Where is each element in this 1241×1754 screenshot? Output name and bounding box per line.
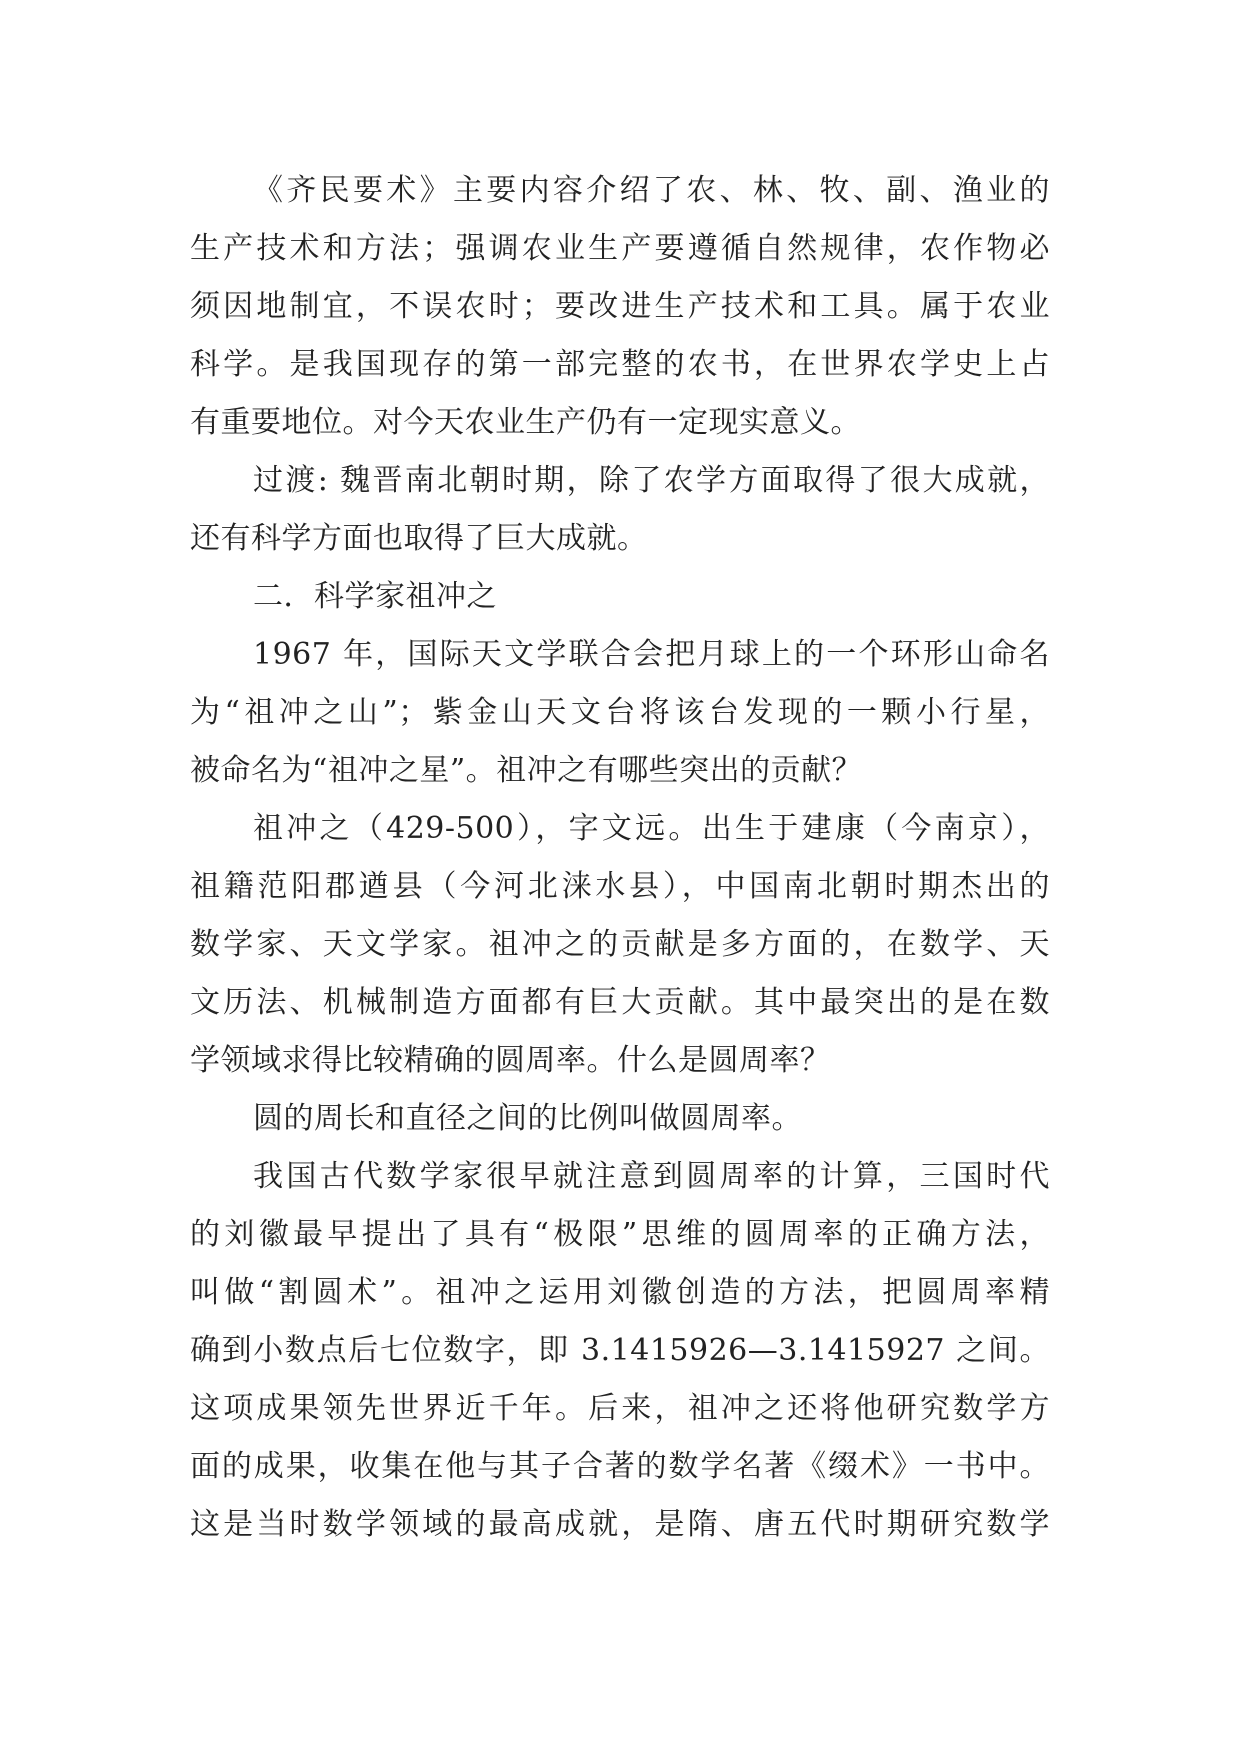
paragraph-pi-definition xyxy=(190,1090,1050,1148)
text-line: 被命名为“祖冲之星”。祖冲之有哪些突出的贡献？ xyxy=(190,753,863,788)
heading-text: 二．科学家祖冲之 xyxy=(253,579,497,614)
text-line: 须因地制宜，不误农时；要改进生产技术和工具。属于农业 xyxy=(190,289,1050,324)
paragraph-pi-history xyxy=(190,1148,1050,1554)
text-line: 《齐民要术》主要内容介绍了农、林、牧、副、渔业的 xyxy=(253,173,1050,208)
text-line: 学领域求得比较精确的圆周率。什么是圆周率？ xyxy=(190,1043,831,1078)
text-line: 的刘徽最早提出了具有“极限”思维的圆周率的正确方法， xyxy=(190,1217,1050,1252)
text-line: 还有科学方面也取得了巨大成就。 xyxy=(190,521,648,556)
text-line: 祖冲之（429-500），字文远。出生于建康（今南京）， xyxy=(253,811,1050,846)
text-line: 确到小数点后七位数字，即 3.1415926—3.1415927 之间。 xyxy=(190,1333,1050,1368)
paragraph-transition xyxy=(190,452,1050,568)
text-line: 我国古代数学家很早就注意到圆周率的计算，三国时代 xyxy=(253,1159,1050,1194)
text-line: 这是当时数学领域的最高成就，是隋、唐五代时期研究数学 xyxy=(190,1507,1050,1542)
text-line: 生产技术和方法；强调农业生产要遵循自然规律，农作物必 xyxy=(190,231,1050,266)
text-line: 有重要地位。对今天农业生产仍有一定现实意义。 xyxy=(190,405,861,440)
paragraph-qimin-yaoshu xyxy=(190,162,1050,452)
text-line: 过渡: 魏晋南北朝时期，除了农学方面取得了很大成就， xyxy=(253,463,1050,498)
text-line: 叫做“割圆术”。祖冲之运用刘徽创造的方法，把圆周率精 xyxy=(190,1275,1050,1310)
text-line: 面的成果，收集在他与其子合著的数学名著《缀术》一书中。 xyxy=(190,1449,1050,1484)
section-heading xyxy=(190,568,1050,626)
text-line: 科学。是我国现存的第一部完整的农书，在世界农学史上占 xyxy=(190,347,1050,382)
text-line: 为“祖冲之山”；紫金山天文台将该台发现的一颗小行星， xyxy=(190,695,1050,730)
text-line: 文历法、机械制造方面都有巨大贡献。其中最突出的是在数 xyxy=(190,985,1050,1020)
text-line: 祖籍范阳郡遒县（今河北涞水县），中国南北朝时期杰出的 xyxy=(190,869,1050,904)
document-body xyxy=(190,162,1050,1554)
paragraph-zu-chongzhi-bio xyxy=(190,800,1050,1090)
text-line: 这项成果领先世界近千年。后来，祖冲之还将他研究数学方 xyxy=(190,1391,1050,1426)
text-line: 数学家、天文学家。祖冲之的贡献是多方面的，在数学、天 xyxy=(190,927,1050,962)
text-line: 圆的周长和直径之间的比例叫做圆周率。 xyxy=(253,1101,802,1136)
paragraph-1967 xyxy=(190,626,1050,800)
text-line: 1967 年，国际天文学联合会把月球上的一个环形山命名 xyxy=(253,637,1050,672)
